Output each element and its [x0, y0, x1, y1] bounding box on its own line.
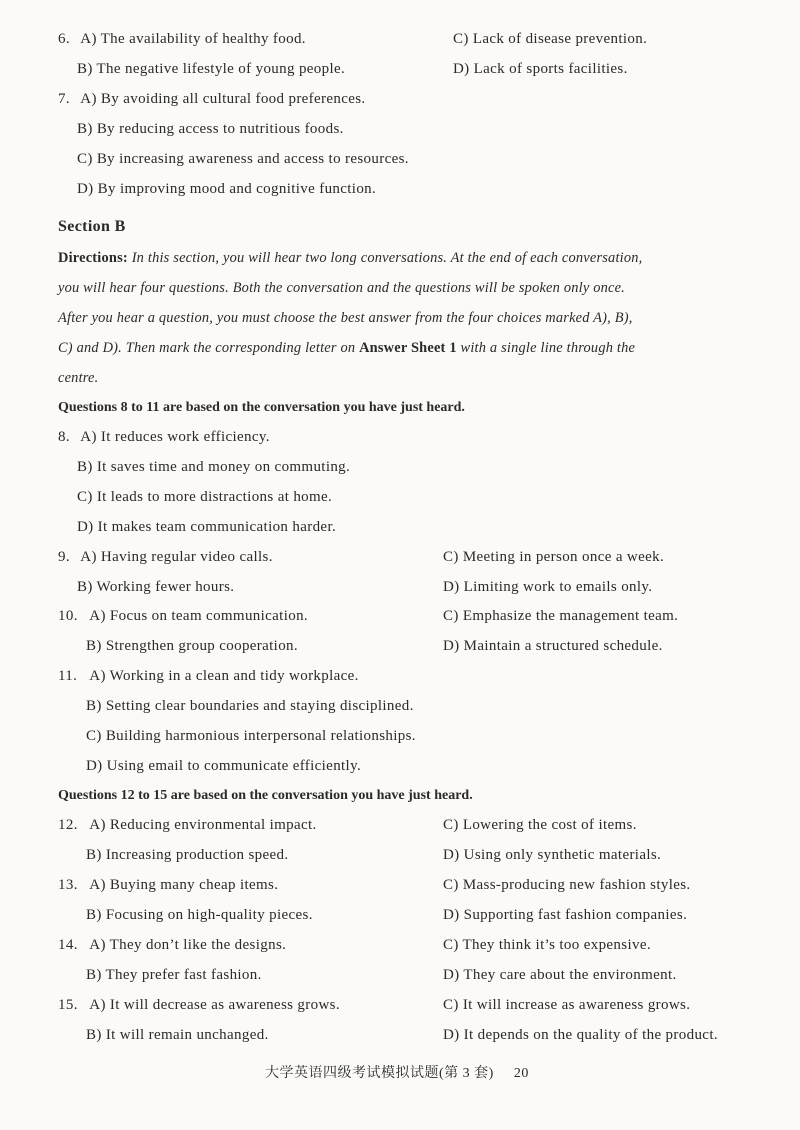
q8-option-c: C) It leads to more distractions at home. [77, 489, 333, 505]
directions-line-1: Directions: In this section, you will hear two long conversations. At the end of each conversation, [58, 250, 643, 266]
q9-option-a: 9. A) Having regular video calls. [58, 549, 273, 565]
q14-option-d: D) They care about the environment. [443, 967, 677, 983]
q15-option-c: C) It will increase as awareness grows. [443, 997, 691, 1013]
q12-option-d: D) Using only synthetic materials. [443, 847, 662, 863]
footer-title: 大学英语四级考试模拟试题(第 3 套) [265, 1066, 494, 1081]
group1-header: Questions 8 to 11 are based on the conversation you have just heard. [58, 400, 465, 415]
q13-option-b: B) Focusing on high-quality pieces. [86, 907, 313, 923]
q7-option-d: D) By improving mood and cognitive function. [77, 181, 377, 197]
q13-option-a: 13. A) Buying many cheap items. [58, 877, 279, 893]
q13-option-d: D) Supporting fast fashion companies. [443, 907, 688, 923]
q15-option-b: B) It will remain unchanged. [86, 1027, 269, 1043]
q7-option-a: 7. A) By avoiding all cultural food preferences. [58, 91, 366, 107]
q14-option-b: B) They prefer fast fashion. [86, 967, 262, 983]
q15-option-a: 15. A) It will decrease as awareness grows. [58, 997, 340, 1013]
q12-option-b: B) Increasing production speed. [86, 847, 289, 863]
directions-line-3: After you hear a question, you must choose the best answer from the four choices marked A), B), [58, 310, 633, 326]
q6-option-a: 6. A) The availability of healthy food. [58, 31, 306, 47]
q11-option-b: B) Setting clear boundaries and staying disciplined. [86, 698, 414, 714]
q10-option-b: B) Strengthen group cooperation. [86, 638, 298, 654]
q6-option-d: D) Lack of sports facilities. [453, 61, 628, 77]
q11-option-a: 11. A) Working in a clean and tidy workplace. [58, 668, 359, 684]
page-number: 20 [513, 1066, 529, 1081]
q8-option-d: D) It makes team communication harder. [77, 519, 337, 535]
directions-line-5: centre. [58, 370, 99, 386]
q14-option-a: 14. A) They don’t like the designs. [58, 937, 287, 953]
group2-header: Questions 12 to 15 are based on the conversation you have just heard. [58, 788, 473, 803]
q11-option-c: C) Building harmonious interpersonal relationships. [86, 728, 416, 744]
q7-option-b: B) By reducing access to nutritious foods. [77, 121, 344, 137]
q15-option-d: D) It depends on the quality of the product. [443, 1027, 718, 1043]
q7-option-c: C) By increasing awareness and access to resources. [77, 151, 409, 167]
q14-option-c: C) They think it’s too expensive. [443, 937, 651, 953]
q8-option-b: B) It saves time and money on commuting. [77, 459, 351, 475]
q12-option-c: C) Lowering the cost of items. [443, 817, 637, 833]
q10-option-c: C) Emphasize the management team. [443, 608, 679, 624]
q11-option-d: D) Using email to communicate efficiently. [86, 758, 362, 774]
q8-option-a: 8. A) It reduces work efficiency. [58, 429, 270, 445]
answer-sheet-ref: Answer Sheet 1 [359, 340, 457, 356]
q9-option-c: C) Meeting in person once a week. [443, 549, 665, 565]
q10-option-a: 10. A) Focus on team communication. [58, 608, 309, 624]
directions-label: Directions: [58, 250, 128, 266]
q13-option-c: C) Mass-producing new fashion styles. [443, 877, 691, 893]
section-b-title: Section B [58, 218, 126, 235]
q9-option-d: D) Limiting work to emails only. [443, 579, 653, 595]
directions-line-4: C) and D). Then mark the corresponding letter on Answer Sheet 1 with a single line through the [58, 340, 636, 356]
q6-option-c: C) Lack of disease prevention. [453, 31, 648, 47]
q6-option-b: B) The negative lifestyle of young people. [77, 61, 346, 77]
directions-line-2: you will hear four questions. Both the conversation and the questions will be spoken only once. [58, 280, 625, 296]
page-footer [265, 1065, 529, 1083]
q10-option-d: D) Maintain a structured schedule. [443, 638, 663, 654]
q9-option-b: B) Working fewer hours. [77, 579, 235, 595]
q12-option-a: 12. A) Reducing environmental impact. [58, 817, 317, 833]
